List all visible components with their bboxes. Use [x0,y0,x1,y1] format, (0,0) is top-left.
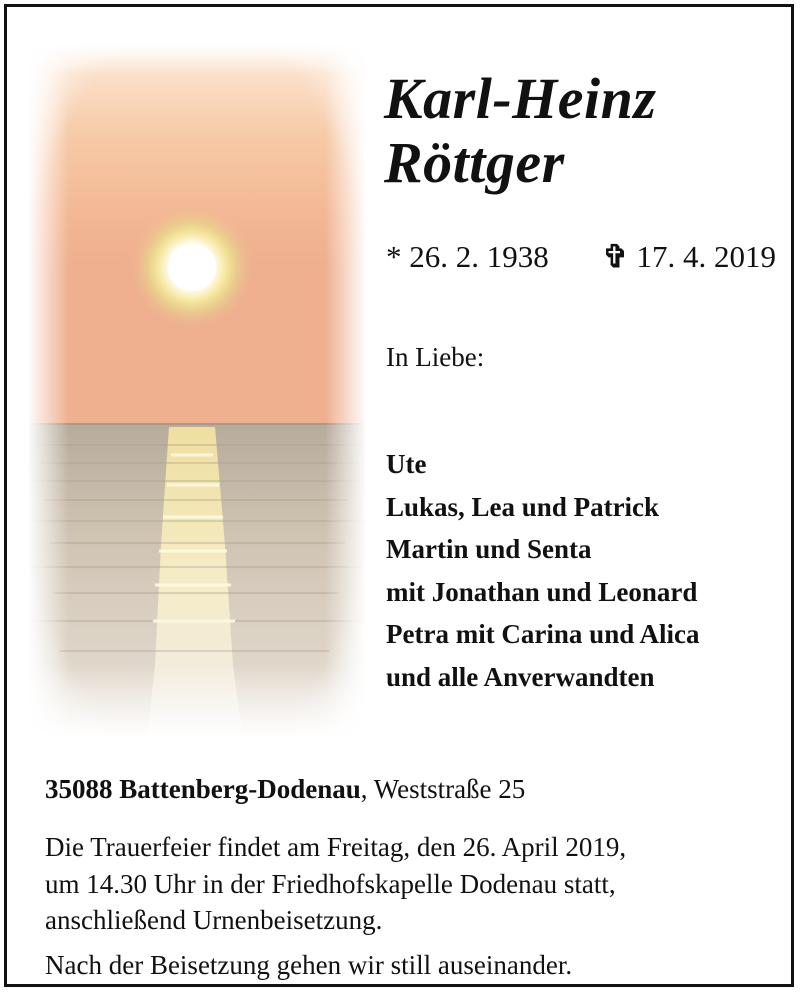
first-name: Karl-Heinz [384,66,657,131]
closing-note: Nach der Beisetzung gehen wir still auseinander. [45,950,573,980]
mourner-line: Ute [386,449,427,479]
birth-date: * 26. 2. 1938 [386,239,549,274]
death-date: 17. 4. 2019 [636,239,776,274]
mourner-line: mit Jonathan und Leonard [386,576,698,607]
deceased-name [384,67,784,195]
cross-icon: ✞ [602,239,629,274]
sunset-over-sea-image [29,45,365,739]
life-dates [386,239,776,275]
service-line: Die Trauerfeier findet am Freitag, den 26. April 2019, [45,832,627,862]
address-street: , Weststraße 25 [360,774,526,804]
mourner-line: Lukas, Lea und Patrick [386,491,660,522]
sunset-illustration [29,45,365,739]
mourners-list [386,443,699,698]
funeral-service-info [45,829,785,939]
mourner-line: Martin und Senta [386,534,592,564]
family-address [45,773,525,805]
address-town: 35088 Battenberg-Dodenau [45,774,361,804]
last-name: Röttger [384,130,565,195]
obituary-notice [4,4,794,987]
greeting: In Liebe: [386,342,485,372]
service-line: anschließend Urnenbeisetzung. [45,905,383,935]
service-line: um 14.30 Uhr in der Friedhofskapelle Dodenau statt, [45,868,616,899]
death-date-group [603,239,776,274]
mourner-line: Petra mit Carina und Alica [386,619,700,649]
mourner-line: und alle Anverwandten [386,661,655,692]
